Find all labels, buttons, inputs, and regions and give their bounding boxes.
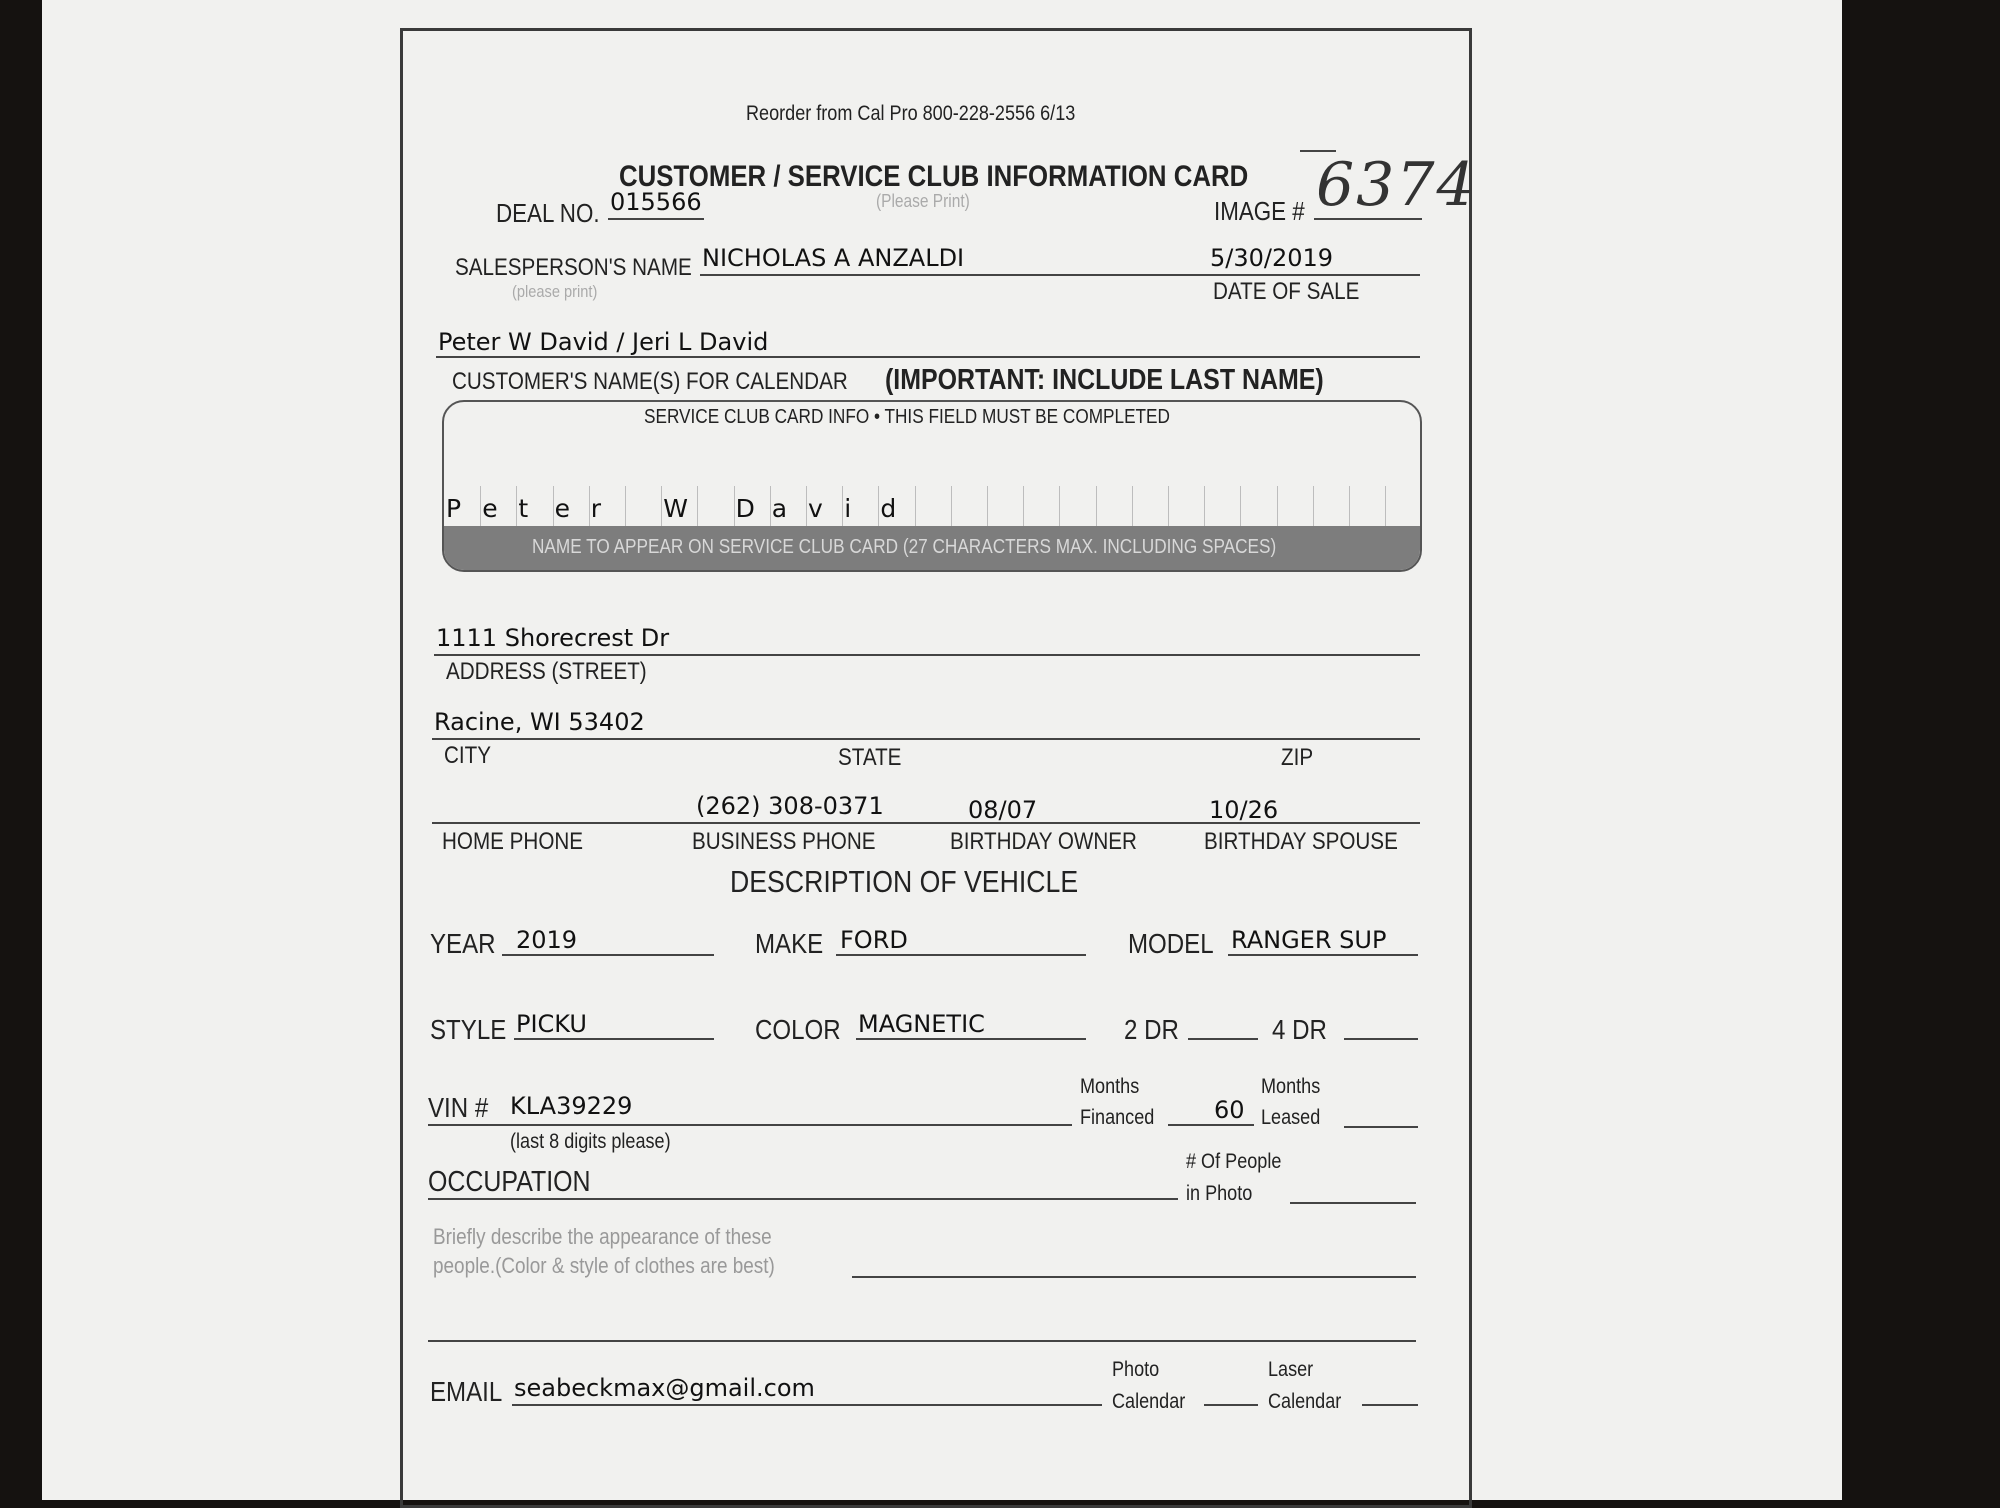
- four-door-line[interactable]: [1344, 1038, 1418, 1040]
- color-value[interactable]: MAGNETIC: [858, 1010, 985, 1038]
- photo-calendar-label-1: Photo: [1112, 1358, 1160, 1381]
- make-line: [836, 954, 1086, 956]
- character-cell-divider: [951, 486, 952, 526]
- service-club-character[interactable]: P: [446, 494, 462, 523]
- occupation-line[interactable]: [428, 1198, 1178, 1200]
- character-cell-divider: [1168, 486, 1169, 526]
- four-door-label: 4 DR: [1272, 1014, 1327, 1045]
- deal-no-value[interactable]: 015566: [610, 188, 702, 216]
- business-phone-value[interactable]: (262) 308-0371: [696, 792, 884, 820]
- describe-label-1: Briefly describe the appearance of these: [433, 1224, 772, 1249]
- describe-label-2: people.(Color & style of clothes are best): [433, 1253, 775, 1278]
- months-financed-line: [1168, 1124, 1254, 1126]
- character-cell-divider: [987, 486, 988, 526]
- year-line: [502, 954, 714, 956]
- email-line: [512, 1404, 1102, 1406]
- vin-label: VIN #: [428, 1092, 489, 1123]
- home-phone-label: HOME PHONE: [442, 828, 584, 855]
- deal-no-line: [608, 218, 704, 220]
- image-mark-line: [1300, 150, 1336, 152]
- city-label: CITY: [444, 742, 492, 769]
- service-club-box[interactable]: [442, 400, 1422, 572]
- email-value[interactable]: seabeckmax@gmail.com: [514, 1374, 815, 1402]
- deal-no-label: DEAL NO.: [496, 198, 600, 228]
- model-line: [1228, 954, 1418, 956]
- form-title: CUSTOMER / SERVICE CLUB INFORMATION CARD: [619, 160, 1249, 193]
- months-financed-label-2: Financed: [1080, 1106, 1155, 1129]
- months-leased-label-2: Leased: [1261, 1106, 1321, 1129]
- style-value[interactable]: PICKU: [516, 1010, 587, 1038]
- photo-calendar-label-2: Calendar: [1112, 1390, 1186, 1413]
- birthday-owner-value[interactable]: 08/07: [968, 796, 1038, 824]
- address-label: ADDRESS (STREET): [446, 658, 647, 685]
- salesperson-sublabel: (please print): [512, 282, 598, 301]
- service-club-character[interactable]: v: [808, 494, 823, 523]
- vin-value[interactable]: KLA39229: [510, 1092, 633, 1120]
- two-door-label: 2 DR: [1124, 1014, 1179, 1045]
- service-club-footer-bar: [444, 526, 1420, 570]
- state-label: STATE: [838, 744, 902, 771]
- two-door-line[interactable]: [1188, 1038, 1258, 1040]
- character-cell-divider: [697, 486, 698, 526]
- character-cell-divider: [842, 486, 843, 526]
- image-no-line: [1314, 218, 1422, 220]
- image-no-label: IMAGE #: [1214, 196, 1305, 226]
- character-cell-divider: [1349, 486, 1350, 526]
- birthday-owner-label: BIRTHDAY OWNER: [950, 828, 1137, 855]
- image-no-value[interactable]: 6374: [1316, 150, 1477, 220]
- service-club-character[interactable]: D: [735, 494, 755, 523]
- laser-calendar-line[interactable]: [1362, 1404, 1418, 1406]
- salesperson-line: [700, 274, 1420, 276]
- service-club-character[interactable]: i: [844, 494, 852, 523]
- year-label: YEAR: [430, 928, 496, 959]
- character-cell-divider: [1240, 486, 1241, 526]
- date-of-sale-label: DATE OF SALE: [1213, 278, 1360, 305]
- color-line: [856, 1038, 1086, 1040]
- character-cell-divider: [661, 486, 662, 526]
- character-cell-divider: [1059, 486, 1060, 526]
- months-leased-line[interactable]: [1344, 1126, 1418, 1128]
- people-in-photo-label-2: in Photo: [1186, 1182, 1253, 1205]
- character-cell-divider: [1204, 486, 1205, 526]
- laser-calendar-label-1: Laser: [1268, 1358, 1314, 1381]
- model-label: MODEL: [1128, 928, 1214, 959]
- photo-calendar-line[interactable]: [1204, 1404, 1258, 1406]
- service-club-character[interactable]: e: [554, 494, 570, 523]
- reorder-text: Reorder from Cal Pro 800-228-2556 6/13: [746, 102, 1076, 125]
- vin-note: (last 8 digits please): [510, 1130, 671, 1153]
- service-club-character[interactable]: t: [518, 494, 529, 523]
- customer-name-value[interactable]: Peter W David / Jeri L David: [438, 328, 769, 356]
- zip-label: ZIP: [1281, 744, 1314, 771]
- months-leased-label-1: Months: [1261, 1075, 1321, 1098]
- character-cell-divider: [734, 486, 735, 526]
- service-club-character[interactable]: W: [663, 494, 688, 523]
- birthday-spouse-label: BIRTHDAY SPOUSE: [1204, 828, 1398, 855]
- service-club-character[interactable]: e: [482, 494, 498, 523]
- year-value[interactable]: 2019: [516, 926, 578, 954]
- service-club-character[interactable]: a: [771, 494, 788, 523]
- service-club-character[interactable]: r: [590, 494, 602, 523]
- vin-line: [428, 1124, 1072, 1126]
- style-label: STYLE: [430, 1014, 507, 1045]
- character-cell-divider: [1132, 486, 1133, 526]
- character-cell-divider: [878, 486, 879, 526]
- salesperson-label: SALESPERSON'S NAME: [455, 254, 692, 281]
- address-value[interactable]: 1111 Shorecrest Dr: [436, 624, 670, 652]
- service-club-footer-text: NAME TO APPEAR ON SERVICE CLUB CARD (27 CHARACTERS MAX. INCLUDING SPACES): [532, 536, 1277, 558]
- months-financed-value[interactable]: 60: [1214, 1096, 1245, 1124]
- style-line: [514, 1038, 714, 1040]
- character-cell-divider: [516, 486, 517, 526]
- birthday-spouse-value[interactable]: 10/26: [1209, 796, 1279, 824]
- service-club-header: SERVICE CLUB CARD INFO • THIS FIELD MUST BE COMPLETED: [644, 406, 1170, 428]
- people-in-photo-label-1: # Of People: [1186, 1150, 1282, 1173]
- character-cell-divider: [553, 486, 554, 526]
- character-cell-divider: [770, 486, 771, 526]
- phone-line: [432, 822, 1420, 824]
- character-cell-divider: [625, 486, 626, 526]
- email-label: EMAIL: [430, 1376, 503, 1407]
- service-club-character[interactable]: d: [880, 494, 897, 523]
- date-of-sale-value[interactable]: 5/30/2019: [1210, 244, 1334, 272]
- make-label: MAKE: [755, 928, 824, 959]
- character-cell-divider: [1313, 486, 1314, 526]
- laser-calendar-label-2: Calendar: [1268, 1390, 1342, 1413]
- customer-name-label: CUSTOMER'S NAME(S) FOR CALENDAR: [452, 368, 848, 395]
- describe-line-2[interactable]: [428, 1340, 1416, 1342]
- character-cell-divider: [915, 486, 916, 526]
- vehicle-heading: DESCRIPTION OF VEHICLE: [730, 864, 1079, 899]
- address-line: [434, 654, 1420, 656]
- model-value[interactable]: RANGER SUP: [1231, 926, 1387, 954]
- character-cell-divider: [1277, 486, 1278, 526]
- city-state-zip-value[interactable]: Racine, WI 53402: [434, 708, 645, 736]
- make-value[interactable]: FORD: [840, 926, 908, 954]
- character-cell-divider: [480, 486, 481, 526]
- customer-name-line: [436, 356, 1420, 358]
- please-print-note: (Please Print): [876, 191, 970, 211]
- character-cell-divider: [806, 486, 807, 526]
- describe-line-1[interactable]: [852, 1276, 1416, 1278]
- months-financed-label-1: Months: [1080, 1075, 1140, 1098]
- people-in-photo-line[interactable]: [1290, 1202, 1416, 1204]
- character-cell-divider: [1023, 486, 1024, 526]
- city-line: [432, 738, 1420, 740]
- salesperson-value[interactable]: NICHOLAS A ANZALDI: [702, 244, 965, 272]
- character-cell-divider: [589, 486, 590, 526]
- occupation-label: OCCUPATION: [428, 1166, 591, 1198]
- business-phone-label: BUSINESS PHONE: [692, 828, 876, 855]
- color-label: COLOR: [755, 1014, 841, 1045]
- important-note: (IMPORTANT: INCLUDE LAST NAME): [885, 364, 1324, 396]
- character-cell-divider: [1385, 486, 1386, 526]
- character-cell-divider: [1096, 486, 1097, 526]
